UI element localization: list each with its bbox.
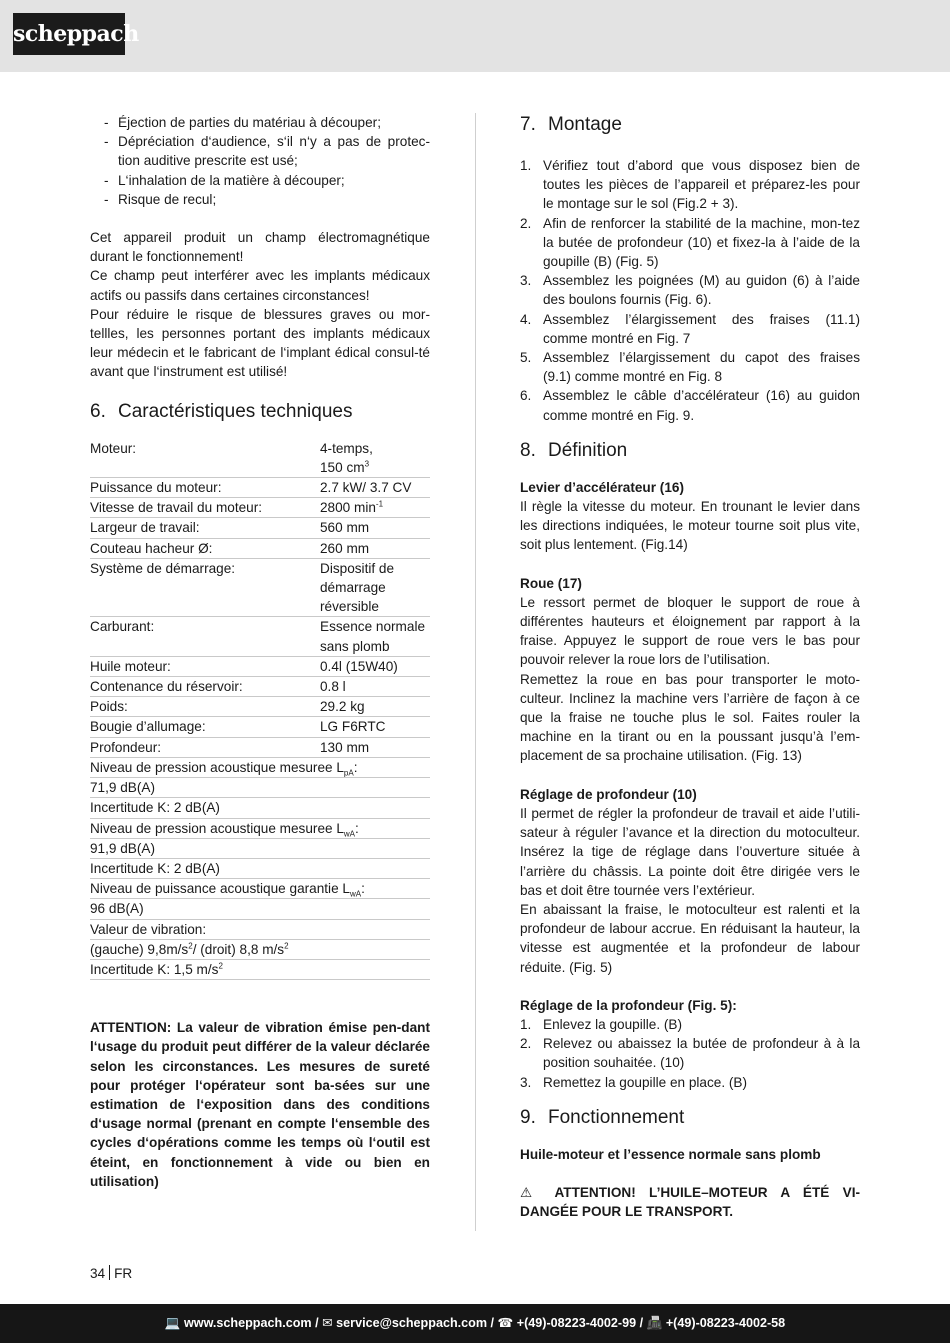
spec-value: 2.7 kW/ 3.7 CV — [320, 478, 430, 498]
paragraph: Il permet de régler la profondeur de travail et aide l’utili-sateur à réguler l’avance et la direction du motoculteur. Insérez la tige de réglage dans l’ouverture située à l’arrière du châssis. La pointe doit être dirigée vers le bas et doit être tournée vers l’extérieur. — [520, 805, 860, 898]
page-footer: 💻 www.scheppach.com / ✉ service@scheppach.com / ☎ +(49)-08223-4002-99 / 📠 +(49)-08223-4002-58 — [0, 1304, 950, 1343]
subheading: Levier d’accélérateur (16) — [520, 479, 684, 495]
spec-label: Couteau hacheur Ø: — [90, 538, 320, 558]
list-item: - Éjection de parties du matériau à découper; — [104, 113, 430, 132]
section-heading: 6. Caractéristiques techniques — [90, 400, 353, 422]
spec-value: 130 mm — [320, 737, 430, 757]
spec-value: Essence normale sans plomb — [320, 617, 430, 656]
section-heading: 8. Définition — [520, 439, 628, 461]
paragraph: En abaissant la fraise, le motoculteur est ralenti et la profondeur de labour accrue. En réduisant la hauteur, la vitesse est augmentée et la profondeur de labour réduite. (Fig. 5) — [520, 901, 860, 975]
spec-label: Carburant: — [90, 617, 320, 656]
spec-label: Largeur de travail: — [90, 518, 320, 538]
montage-list — [520, 156, 860, 425]
table-row — [90, 717, 430, 737]
list-item: - Risque de recul; — [104, 190, 430, 209]
table-row: (gauche) $9,8m/s^2/$ (droit) 8,8 $m/s^2$ — [90, 939, 430, 959]
list-item: 2. Afin de renforcer la stabilité de la machine, mon-tez la butée de profondeur (10) et fixez-la à l’aide de la goupille (B) (Fig. 5) — [520, 215, 860, 270]
spec-label: Puissance du moteur: — [90, 478, 320, 498]
table-row — [90, 697, 430, 717]
table-row — [90, 538, 430, 558]
right-column — [520, 113, 860, 1221]
spec-label: Profondeur: — [90, 737, 320, 757]
emf-paragraph: Ce champ peut interférer avec les implants médicaux actifs ou passifs dans certaines circonstances! — [90, 268, 430, 303]
subheading: Réglage de la profondeur (Fig. 5): — [520, 997, 737, 1013]
website-link[interactable]: www.scheppach.com — [183, 1316, 312, 1330]
table-row: Incertitude K: 2 dB(A) — [90, 858, 430, 878]
emf-paragraph: Cet appareil produit un champ électromagnétique durant le fonctionnement! — [90, 230, 430, 265]
list-item: - Dépréciation d‘audience, s‘il n‘y a pas de protec-tion auditive prescrite est usé; — [104, 132, 430, 170]
attention-note: ATTENTION: La valeur de vibration émise pen-dant l‘usage du produit peut différer de la valeur déclarée selon les circonstances. Les mesures de sureté pour protéger l‘opérateur sont ba-sées sur une estimation de l‘exposition dans des conditions d‘usage normal (prenant en compte l‘ensemble des cycles d‘opérations comme les temps où l‘outil est éteint, en fonctionnement à vide ou bien en utilisation) — [90, 1020, 430, 1189]
spec-label: Vitesse de travail du moteur: — [90, 498, 320, 518]
left-column — [90, 113, 430, 1191]
table-row: Incertitude K: 1,5 $m/s^2$ — [90, 959, 430, 979]
spec-value: LG F6RTC — [320, 717, 430, 737]
table-row: 71,9 dB(A) — [90, 778, 430, 798]
scheppach-logo: scheppach — [13, 13, 125, 55]
section-heading: 7. Montage — [520, 114, 622, 135]
spec-value: 2800 $\min^{-1}$ — [320, 498, 430, 518]
subheading: Réglage de profondeur (10) — [520, 786, 697, 802]
fax-number: +(49)-08223-4002-58 — [665, 1316, 786, 1330]
reglage-list — [520, 1015, 860, 1092]
list-item: 3. Assemblez les poignées (M) au guidon (6) à l’aide des boulons fournis (Fig. 6). — [520, 273, 860, 308]
spec-value: 0.4l (15W40) — [320, 656, 430, 676]
table-row — [90, 518, 430, 538]
subheading: Huile-moteur et l’essence normale sans plomb — [520, 1146, 821, 1162]
table-row — [90, 558, 430, 617]
emf-paragraph: Pour réduire le risque de blessures graves ou mor-tellles, les personnes portant des implants médicaux leur médecin et le fabricant de l‘implant édical consul-té avant que l‘instrument est utilisé! — [90, 306, 430, 380]
list-item: 2. Relevez ou abaissez la butée de profondeur à à la position souhaitée. (10) — [520, 1036, 860, 1071]
phone-icon: ☎ — [497, 1316, 514, 1330]
risk-list — [104, 113, 430, 209]
email-link[interactable]: service@scheppach.com — [336, 1316, 488, 1330]
table-row: 91,9 dB(A) — [90, 838, 430, 858]
table-row — [90, 656, 430, 676]
table-row — [90, 677, 430, 697]
spec-label: Système de démarrage: — [90, 558, 320, 617]
phone-number: +(49)-08223-4002-99 — [516, 1316, 637, 1330]
mail-icon: ✉ — [322, 1316, 333, 1330]
table-row: Incertitude K: 2 dB(A) — [90, 798, 430, 818]
fax-icon: 📠 — [646, 1316, 663, 1330]
spec-label: Contenance du réservoir: — [90, 677, 320, 697]
table-row — [90, 498, 430, 518]
spec-label: Poids: — [90, 697, 320, 717]
table-row — [90, 737, 430, 757]
table-row: Niveau de puissance acoustique garantie $L_{wA}$: — [90, 879, 430, 899]
table-row — [90, 478, 430, 498]
list-item: 5. Assemblez l’élargissement du capot des fraises (9.1) comme montré en Fig. 8 — [520, 350, 860, 385]
computer-icon: 💻 — [164, 1316, 181, 1330]
list-item: 6. Assemblez le câble d’accélérateur (16) au guidon comme montré en Fig. 9. — [520, 388, 860, 423]
spec-value: 29.2 kg — [320, 697, 430, 717]
spec-value: 560 mm — [320, 518, 430, 538]
paragraph: Remettez la roue en bas pour transporter le moto-culteur. Inclinez la machine vers l’arrière de façon à ce que la fraise ne touche plus le sol. Faites rouler la machine en la tirant ou en la poussant jusqu’à l’em-placement de sa prochaine utilisation. (Fig. 13) — [520, 671, 860, 764]
warning-icon: ⚠ — [520, 1184, 542, 1200]
list-item: - L‘inhalation de la matière à découper; — [104, 171, 430, 190]
spec-value: 0.8 l — [320, 677, 430, 697]
spec-value: 260 mm — [320, 538, 430, 558]
list-item: 3. Remettez la goupille en place. (B) — [520, 1074, 748, 1090]
spec-label: Moteur: — [90, 439, 320, 478]
spec-label: Huile moteur: — [90, 656, 320, 676]
table-row: Niveau de pression acoustique mesuree $L_{wA}$: — [90, 818, 430, 838]
table-row — [90, 439, 430, 478]
spec-value: Dispositif de démarrage réversible — [320, 558, 430, 617]
spec-table — [90, 439, 430, 980]
table-row: Valeur de vibration: — [90, 919, 430, 939]
list-item: 4. Assemblez l’élargissement des fraises (11.1) comme montré en Fig. 7 — [520, 311, 860, 346]
subheading: Roue (17) — [520, 575, 582, 591]
table-row — [90, 617, 430, 656]
paragraph: Le ressort permet de bloquer le support de roue à différentes hauteurs et éloignement par rapport à la fraise. Appuyez le support de roue vers le bas pour pouvoir relever la roue lors de l’utilisation. — [520, 594, 860, 668]
column-divider — [475, 113, 476, 1231]
spec-label: Bougie d’allumage: — [90, 717, 320, 737]
page-number: 34 FR — [90, 1266, 133, 1281]
table-row: Niveau de pression acoustique mesuree $L_{pA}$: — [90, 757, 430, 777]
section-heading: 9. Fonctionnement — [520, 1106, 685, 1128]
list-item: 1. Vérifiez tout d’abord que vous disposez bien de toutes les pièces de l’appareil et préparez-les pour le montage sur le sol (Fig.2 + 3). — [520, 158, 860, 212]
transport-warning: ⚠ ATTENTION! L’HUILE–MOTEUR A ÉTÉ VI-DANGÉE POUR LE TRANSPORT. — [520, 1184, 861, 1220]
paragraph: Il règle la vitesse du moteur. En trounant le levier dans les directions indiquées, le moteur tourne soit plus vite, soit plus lentement. (Fig.14) — [520, 499, 860, 553]
page-header — [0, 0, 950, 72]
table-row: 96 dB(A) — [90, 899, 430, 919]
spec-value: 4-temps, 150 $cm^3$ — [320, 439, 430, 478]
list-item: 1. Enlevez la goupille. (B) — [520, 1016, 683, 1032]
